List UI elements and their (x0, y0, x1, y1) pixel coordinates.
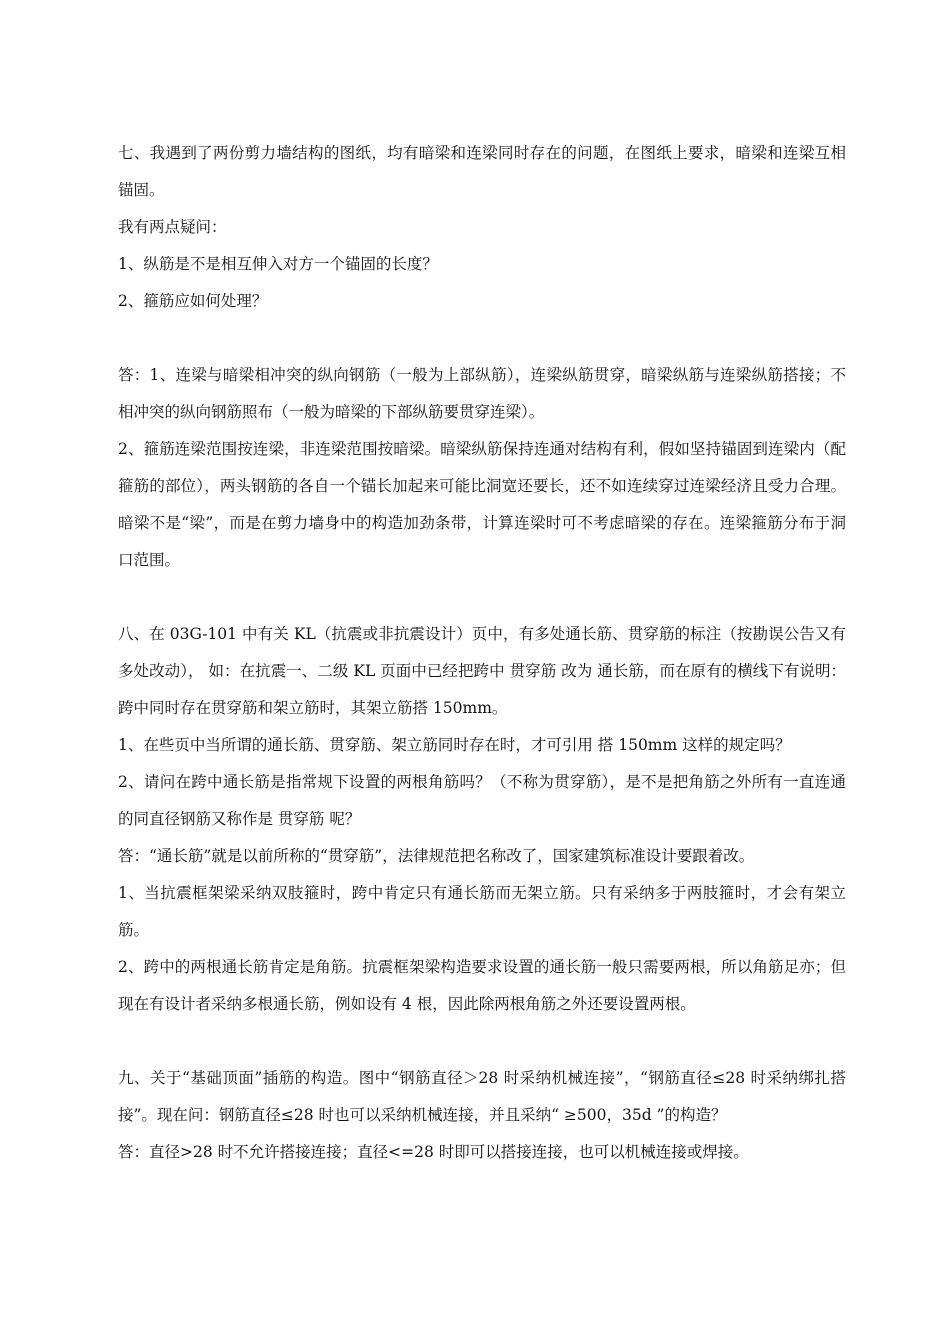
section-7-question (118, 135, 846, 320)
paragraph: 2、箍筋连梁范围按连梁，非连梁范围按暗梁。暗梁纵筋保持连通对结构有利，假如坚持锚固到连梁内（配箍筋的部位），两头钢筋的各自一个锚长加起来可能比洞宽还要长，还不如连续穿过连梁经济且受力合理。暗梁不是“梁”，而是在剪力墙身中的构造加劲条带，计算连梁时可不考虑暗梁的存在。连梁箍筋分布于洞口范围。 (118, 440, 846, 569)
paragraph: 答：直径>28 时不允许搭接连接；直径<=28 时即可以搭接连接，也可以机械连接或焊接。 (118, 1143, 749, 1161)
paragraph-gap (118, 579, 846, 616)
section-9 (118, 1060, 846, 1171)
paragraph: 答：1、连梁与暗梁相冲突的纵向钢筋（一般为上部纵筋），连梁纵筋贯穿，暗梁纵筋与连梁纵筋搭接；不相冲突的纵向钢筋照布（一般为暗梁的下部纵筋要贯穿连梁）。 (118, 366, 846, 421)
paragraph: 八、在 03G-101 中有关 KL（抗震或非抗震设计）页中，有多处通长筋、贯穿筋的标注（按勘误公告又有多处改动）， 如：在抗震一、二级 KL 页面中已经把跨中 贯穿筋 改为 通长筋，而在原有的横线下有说明：跨中同时存在贯穿筋和架立筋时，其架立筋搭 150mm。 (118, 625, 846, 717)
paragraph: 1、在些页中当所谓的通长筋、贯穿筋、架立筋同时存在时，才可引用 搭 150mm 这样的规定吗？ (118, 736, 791, 754)
paragraph: 1、当抗震框架梁采纳双肢箍时，跨中肯定只有通长筋而无架立筋。只有采纳多于两肢箍时，才会有架立筋。 (118, 884, 846, 939)
document-body (118, 135, 846, 1171)
paragraph: 2、请问在跨中通长筋是指常规下设置的两根角筋吗？（不称为贯穿筋），是不是把角筋之外所有一直连通的同直径钢筋又称作是 贯穿筋 呢？ (118, 773, 846, 828)
paragraph: 我有两点疑问： (118, 218, 227, 236)
paragraph: 七、我遇到了两份剪力墙结构的图纸，均有暗梁和连梁同时存在的问题，在图纸上要求，暗梁和连梁互相锚固。 (118, 144, 846, 199)
paragraph-gap (118, 320, 846, 357)
section-8 (118, 616, 846, 1023)
paragraph-gap (118, 1023, 846, 1060)
paragraph: 答：“通长筋”就是以前所称的“贯穿筋”，法律规范把名称改了，国家建筑标准设计要跟着改。 (118, 847, 755, 865)
paragraph: 九、关于“基础顶面”插筋的构造。图中“钢筋直径＞28 时采纳机械连接”，“钢筋直径≤28 时采纳绑扎搭接”。现在问：钢筋直径≤28 时也可以采纳机械连接，并且采纳“ ≥500，35d ”的构造？ (118, 1069, 846, 1124)
section-7-answer (118, 357, 846, 579)
paragraph: 2、箍筋应如何处理？ (118, 292, 268, 310)
paragraph: 2、跨中的两根通长筋肯定是角筋。抗震框架梁构造要求设置的通长筋一般只需要两根，所以角筋足亦；但现在有设计者采纳多根通长筋，例如设有 4 根，因此除两根角筋之外还要设置两根。 (118, 958, 846, 1013)
paragraph: 1、纵筋是不是相互伸入对方一个锚固的长度？ (118, 255, 438, 273)
